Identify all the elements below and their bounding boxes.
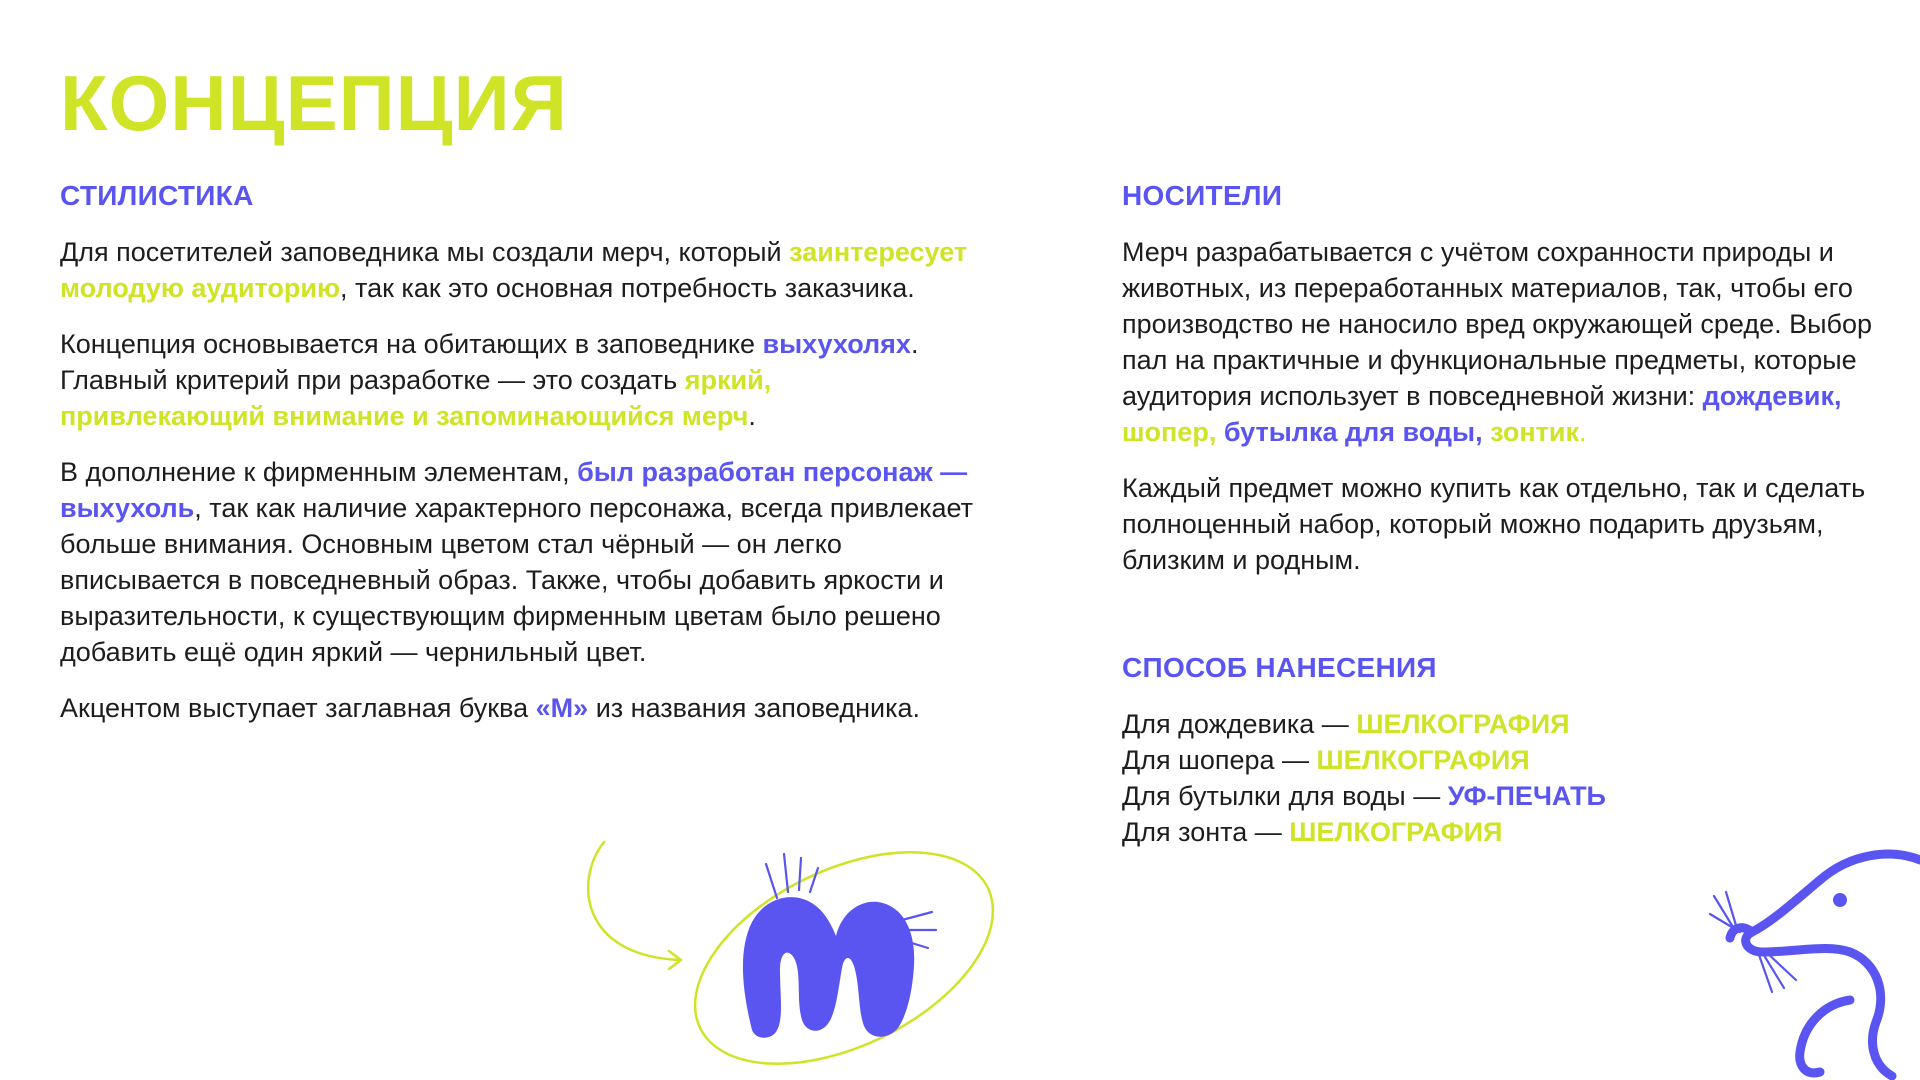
desman-paw-outline: [1800, 1000, 1850, 1073]
carriers-column: [1122, 178, 1882, 850]
method-name: ШЕЛКОГРАФИЯ: [1289, 817, 1503, 847]
highlight-young-audience: заинтересует молодую аудиторию: [60, 237, 968, 303]
text: , так как наличие характерного персонажа, всегда привлекает больше внимания. Основным цветом стал чёрный — он легко вписывается в повседневный образ. Также, чтобы добавить яркости и выразительности, к существующим фирменным цветам было решено добавить ещё один яркий — чернильный цвет.: [60, 493, 974, 667]
method-item: Для дождевика —: [1122, 709, 1357, 739]
desman-head-outline: [1746, 854, 1920, 1076]
stylistics-paragraph-2: [60, 326, 980, 434]
item-umbrella: зонтик: [1490, 417, 1580, 447]
letter-m-mascot-illustration: [580, 840, 1020, 1080]
page-title: КОНЦЕПЦИЯ: [60, 59, 568, 147]
stylistics-column: [60, 178, 980, 726]
text: из названия заповедника.: [588, 693, 920, 723]
highlight-desman: выхухолях: [762, 329, 911, 359]
highlight-bright-merch: яркий, привлекающий внимание и запоминающийся мерч: [60, 365, 772, 431]
text: .: [748, 401, 756, 431]
application-method-heading: СПОСОБ НАНЕСЕНИЯ: [1122, 652, 1437, 683]
method-item: Для бутылки для воды —: [1122, 781, 1448, 811]
method-item: Для зонта —: [1122, 817, 1290, 847]
letter-m-icon: [743, 897, 914, 1038]
text: Концепция основывается на обитающих в заповеднике: [60, 329, 763, 359]
stylistics-paragraph-3: [60, 454, 980, 670]
stylistics-paragraph-1: [60, 234, 980, 306]
desman-character-illustration: [1700, 840, 1920, 1080]
item-shopper: шопер,: [1122, 417, 1217, 447]
stylistics-paragraph-4: [60, 690, 980, 726]
carriers-heading: НОСИТЕЛИ: [1122, 180, 1283, 211]
highlight-character: был разработан персонаж — выхухоль: [60, 457, 968, 523]
highlight-letter-m: «М»: [535, 693, 589, 723]
text: Для посетителей заповедника мы создали мерч, который: [60, 237, 790, 267]
carriers-paragraph-1: [1122, 234, 1882, 450]
list-item: [1122, 778, 1882, 814]
text: Мерч разрабатывается с учётом сохранности природы и животных, из переработанных материалов, так, чтобы его производство не наносило вред окружающей среде. Выбор пал на практичные и функциональные предметы, которые аудитория использует в повседневной жизни:: [1122, 237, 1873, 411]
carriers-paragraph-2: Каждый предмет можно купить как отдельно, так и сделать полноценный набор, который можно подарить друзьям, близким и родным.: [1122, 473, 1866, 575]
curved-arrow-icon: [588, 842, 680, 960]
method-item: Для шопера —: [1122, 745, 1317, 775]
item-water-bottle: бутылка для воды,: [1223, 417, 1483, 447]
text: Акцентом выступает заглавная буква: [60, 693, 536, 723]
stylistics-heading: СТИЛИСТИКА: [60, 180, 254, 211]
text: , так как это основная потребность заказчика.: [340, 273, 915, 303]
text: В дополнение к фирменным элементам,: [60, 457, 578, 487]
method-name: УФ-ПЕЧАТЬ: [1447, 781, 1606, 811]
desman-eye-icon: [1833, 893, 1847, 907]
method-name: ШЕЛКОГРАФИЯ: [1316, 745, 1530, 775]
text: .: [1579, 417, 1587, 447]
application-method-list: [1122, 706, 1882, 850]
list-item: [1122, 706, 1882, 742]
list-item: [1122, 742, 1882, 778]
item-raincoat: дождевик,: [1702, 381, 1842, 411]
method-name: ШЕЛКОГРАФИЯ: [1356, 709, 1570, 739]
text: . Главный критерий при разработке — это создать: [60, 329, 919, 395]
